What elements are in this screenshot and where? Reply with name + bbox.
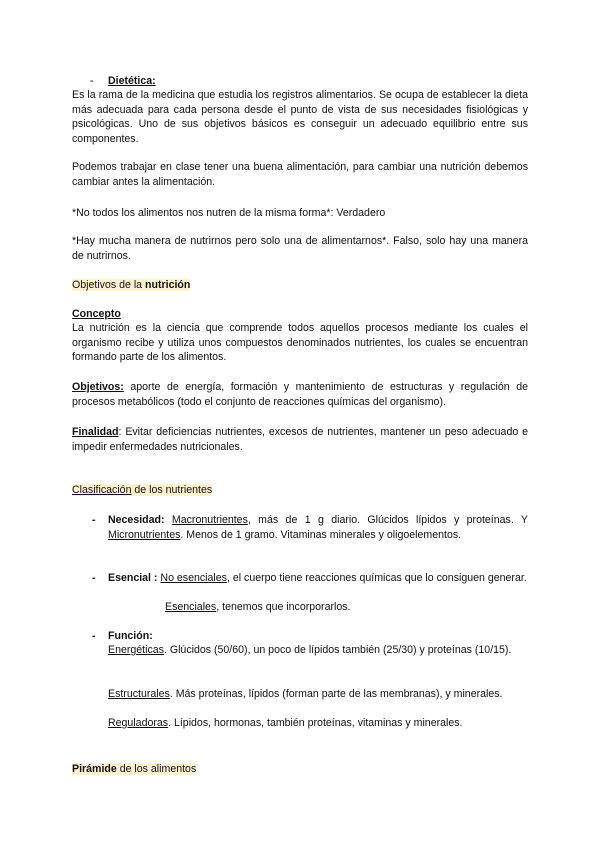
- finalidad-text: : Evitar deficiencias nutrientes, excesos de nutrientes, mantener un peso adecuado e impedir enfermedades nutricionales.: [72, 426, 528, 453]
- objetivos-label: Objetivos:: [72, 381, 124, 393]
- micronutrientes-text: . Menos de 1 gramo. Vitaminas minerales y oligoelementos.: [180, 528, 462, 541]
- necesidad-label: Necesidad:: [108, 514, 165, 526]
- finalidad-label: Finalidad: [72, 426, 119, 438]
- objetivos-title-bold: nutrición: [145, 279, 191, 291]
- necesidad-item: [108, 513, 528, 542]
- estructurales: Estructurales: [108, 688, 170, 700]
- macronutrientes-text: , más de 1 g diario. Glúcidos lípidos y proteínas. Y: [247, 514, 528, 526]
- clasificacion-title-rest: de los nutrientes: [131, 484, 213, 496]
- concepto-label: Concepto: [72, 308, 121, 320]
- dietetica-heading: Dietética:: [108, 75, 156, 87]
- concepto-text: La nutrición es la ciencia que comprende todos aquellos procesos mediante los cuales el organismo recibe y utiliza unos compuestos denominados nutrientes, los cuales se encuentran formando parte de los alimentos.: [72, 322, 528, 364]
- list-bullet: -: [92, 630, 96, 642]
- esenciales: Esenciales: [165, 601, 217, 613]
- clasificacion-title: [72, 483, 528, 498]
- estructurales-text: . Más proteínas, lípidos (forman parte de las membranas), y minerales.: [169, 688, 503, 700]
- objetivos-text: aporte de energía, formación y mantenimiento de estructuras y regulación de procesos metabólicos (todo el conjunto de reacciones químicas del organismo).: [72, 381, 528, 408]
- objetivos-paragraph: [72, 380, 528, 409]
- energeticas: Energéticas: [108, 644, 164, 656]
- objetivos-section-title: [72, 278, 528, 293]
- reguladoras-text: . Lípidos, hormonas, también proteínas, vitaminas y minerales.: [168, 717, 463, 729]
- micronutrientes: Micronutrientes: [108, 528, 181, 541]
- macronutrientes: Macronutrientes: [171, 514, 248, 526]
- esenciales-line: [165, 600, 351, 615]
- finalidad-paragraph: [72, 425, 528, 454]
- energeticas-text: . Glúcidos (50/60), un poco de lípidos también (25/30) y proteínas (10/15).: [163, 644, 512, 656]
- clasificacion-title-underlined: Clasificación: [72, 484, 132, 496]
- quote-1: *No todos los alimentos nos nutren de la misma forma*: Verdadero: [72, 207, 386, 219]
- funcion-label: Función:: [108, 630, 153, 642]
- esenciales-text: , tenemos que incorporarlos.: [216, 601, 351, 613]
- dietetica-paragraph-2: Podemos trabajar en clase tener una buena alimentación, para cambiar una nutrición debemos cambiar antes la alimentación.: [72, 161, 528, 188]
- piramide-title-rest: de los alimentos: [116, 763, 197, 775]
- esencial-item: [108, 571, 528, 586]
- energeticas-item: [108, 643, 528, 658]
- esencial-label: Esencial :: [108, 572, 158, 584]
- list-bullet: -: [92, 572, 96, 584]
- reguladoras: Reguladoras: [108, 717, 169, 729]
- estructurales-item: [108, 687, 528, 702]
- reguladoras-item: [108, 716, 528, 731]
- piramide-title-bold: Pirámide: [72, 763, 117, 775]
- quote-2: *Hay mucha manera de nutrirnos pero solo una de alimentarnos*. Falso, solo hay una manera de nutrirnos.: [72, 235, 528, 262]
- objetivos-title-pre: Objetivos de la: [72, 279, 146, 291]
- dietetica-paragraph: Es la rama de la medicina que estudia los registros alimentarios. Se ocupa de establecer la dieta más adecuada para cada persona desde el punto de vista de sus necesidades fisiológicas y psicológicas. Uno de sus objetivos básicos es conseguir un adecuado equilibrio entre sus componentes.: [72, 89, 528, 145]
- funcion-label-line: [108, 629, 528, 644]
- no-esenciales-text: , el cuerpo tiene reacciones químicas que lo consiguen generar.: [226, 572, 527, 584]
- no-esenciales: No esenciales: [160, 572, 227, 584]
- piramide-title: [72, 762, 528, 777]
- list-dash: -: [90, 75, 94, 87]
- list-bullet: -: [92, 514, 96, 526]
